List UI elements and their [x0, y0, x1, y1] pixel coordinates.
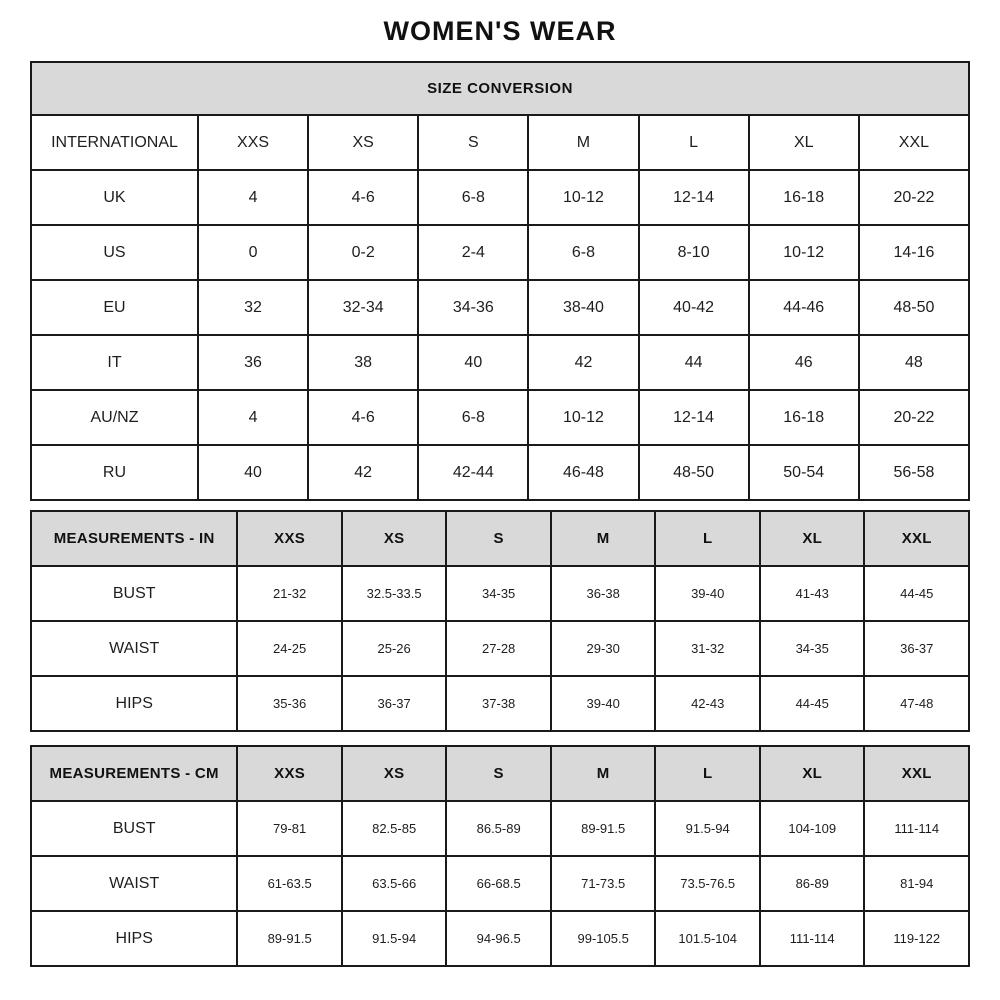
size-cell: 40: [198, 445, 308, 500]
row-label: UK: [31, 170, 198, 225]
table-row-uk: [31, 170, 969, 225]
measurement-cell: 21-32: [237, 566, 342, 621]
measurement-cell: 39-40: [551, 676, 656, 731]
measurements-in-table: [30, 510, 970, 732]
size-cell: 50-54: [749, 445, 859, 500]
measurements-cm-table: [30, 745, 970, 967]
size-cell: 34-36: [418, 280, 528, 335]
row-label: WAIST: [31, 621, 237, 676]
measurement-cell: 39-40: [655, 566, 760, 621]
size-cell: 8-10: [639, 225, 749, 280]
page-title: WOMEN'S WEAR: [383, 16, 617, 46]
measurement-cell: 82.5-85: [342, 801, 447, 856]
size-cell: 32-34: [308, 280, 418, 335]
column-header-international: INTERNATIONAL: [31, 115, 198, 170]
size-cell: 16-18: [749, 390, 859, 445]
size-chart-page: [30, 0, 970, 967]
row-label: IT: [31, 335, 198, 390]
table-row-waist-in: [31, 621, 969, 676]
size-cell: 6-8: [528, 225, 638, 280]
table-row-bust-in: [31, 566, 969, 621]
measurement-cell: 71-73.5: [551, 856, 656, 911]
table-row-hips-cm: [31, 911, 969, 966]
size-cell: 48: [859, 335, 969, 390]
size-cell: 0: [198, 225, 308, 280]
size-cell: 44-46: [749, 280, 859, 335]
size-cell: 42: [308, 445, 418, 500]
size-cell: 56-58: [859, 445, 969, 500]
size-conversion-header-row: [31, 115, 969, 170]
size-cell: 44: [639, 335, 749, 390]
measurement-cell: 36-37: [342, 676, 447, 731]
size-cell: 14-16: [859, 225, 969, 280]
table-row-waist-cm: [31, 856, 969, 911]
row-label: BUST: [31, 801, 237, 856]
size-cell: 4-6: [308, 170, 418, 225]
size-cell: 20-22: [859, 170, 969, 225]
size-conversion-banner-row: [31, 62, 969, 115]
column-header-xxl: XXL: [864, 746, 969, 801]
measurement-cell: 25-26: [342, 621, 447, 676]
size-cell: 46-48: [528, 445, 638, 500]
measurement-cell: 66-68.5: [446, 856, 551, 911]
size-cell: 4: [198, 390, 308, 445]
measurement-cell: 79-81: [237, 801, 342, 856]
column-header-xs: XS: [342, 511, 447, 566]
measurement-cell: 32.5-33.5: [342, 566, 447, 621]
measurement-cell: 34-35: [446, 566, 551, 621]
row-label: RU: [31, 445, 198, 500]
size-conversion-table: [30, 61, 970, 501]
measurement-cell: 36-38: [551, 566, 656, 621]
column-header-xxs: XXS: [237, 746, 342, 801]
size-cell: 42: [528, 335, 638, 390]
measurement-cell: 37-38: [446, 676, 551, 731]
measurement-cell: 27-28: [446, 621, 551, 676]
measurement-cell: 81-94: [864, 856, 969, 911]
size-cell: 40: [418, 335, 528, 390]
measurement-cell: 119-122: [864, 911, 969, 966]
table-row-ru: [31, 445, 969, 500]
column-header-s: S: [418, 115, 528, 170]
size-cell: 42-44: [418, 445, 528, 500]
size-cell: 6-8: [418, 170, 528, 225]
size-cell: 48-50: [639, 445, 749, 500]
column-header-xl: XL: [760, 746, 865, 801]
size-cell: 38-40: [528, 280, 638, 335]
size-cell: 40-42: [639, 280, 749, 335]
size-cell: 10-12: [528, 390, 638, 445]
size-cell: 20-22: [859, 390, 969, 445]
column-header-xxs: XXS: [198, 115, 308, 170]
measurement-cell: 91.5-94: [342, 911, 447, 966]
size-cell: 48-50: [859, 280, 969, 335]
column-header-l: L: [639, 115, 749, 170]
row-label: EU: [31, 280, 198, 335]
measurement-cell: 73.5-76.5: [655, 856, 760, 911]
measurement-cell: 31-32: [655, 621, 760, 676]
size-conversion-banner: SIZE CONVERSION: [31, 62, 969, 115]
row-label: HIPS: [31, 676, 237, 731]
measurement-cell: 111-114: [864, 801, 969, 856]
table-row-bust-cm: [31, 801, 969, 856]
column-header-xxs: XXS: [237, 511, 342, 566]
measurement-cell: 104-109: [760, 801, 865, 856]
column-header-l: L: [655, 511, 760, 566]
row-label: HIPS: [31, 911, 237, 966]
measurement-cell: 42-43: [655, 676, 760, 731]
row-label: US: [31, 225, 198, 280]
measurement-cell: 47-48: [864, 676, 969, 731]
measurement-cell: 63.5-66: [342, 856, 447, 911]
row-label: BUST: [31, 566, 237, 621]
column-header-s: S: [446, 746, 551, 801]
column-header-m: M: [551, 511, 656, 566]
measurement-cell: 99-105.5: [551, 911, 656, 966]
measurement-cell: 89-91.5: [551, 801, 656, 856]
column-header-l: L: [655, 746, 760, 801]
row-label: AU/NZ: [31, 390, 198, 445]
size-cell: 6-8: [418, 390, 528, 445]
size-cell: 12-14: [639, 170, 749, 225]
measurement-cell: 44-45: [760, 676, 865, 731]
measurement-cell: 29-30: [551, 621, 656, 676]
measurement-cell: 111-114: [760, 911, 865, 966]
measurement-cell: 91.5-94: [655, 801, 760, 856]
column-header-xs: XS: [342, 746, 447, 801]
table-row-eu: [31, 280, 969, 335]
size-cell: 12-14: [639, 390, 749, 445]
size-cell: 46: [749, 335, 859, 390]
size-cell: 4: [198, 170, 308, 225]
measurements-in-title: MEASUREMENTS - IN: [31, 511, 237, 566]
table-row-hips-in: [31, 676, 969, 731]
size-cell: 10-12: [528, 170, 638, 225]
table-row-aunz: [31, 390, 969, 445]
measurement-cell: 89-91.5: [237, 911, 342, 966]
measurement-cell: 61-63.5: [237, 856, 342, 911]
column-header-xl: XL: [760, 511, 865, 566]
measurements-cm-header-row: [31, 746, 969, 801]
measurement-cell: 44-45: [864, 566, 969, 621]
size-cell: 10-12: [749, 225, 859, 280]
measurement-cell: 24-25: [237, 621, 342, 676]
size-cell: 38: [308, 335, 418, 390]
column-header-xl: XL: [749, 115, 859, 170]
column-header-m: M: [528, 115, 638, 170]
measurements-in-header-row: [31, 511, 969, 566]
row-label: WAIST: [31, 856, 237, 911]
measurement-cell: 86-89: [760, 856, 865, 911]
column-header-xs: XS: [308, 115, 418, 170]
measurement-cell: 35-36: [237, 676, 342, 731]
measurement-cell: 101.5-104: [655, 911, 760, 966]
table-row-us: [31, 225, 969, 280]
size-cell: 4-6: [308, 390, 418, 445]
table-row-it: [31, 335, 969, 390]
size-cell: 36: [198, 335, 308, 390]
column-header-xxl: XXL: [864, 511, 969, 566]
size-cell: 2-4: [418, 225, 528, 280]
measurement-cell: 34-35: [760, 621, 865, 676]
measurement-cell: 86.5-89: [446, 801, 551, 856]
measurement-cell: 94-96.5: [446, 911, 551, 966]
measurement-cell: 36-37: [864, 621, 969, 676]
column-header-m: M: [551, 746, 656, 801]
measurements-cm-title: MEASUREMENTS - CM: [31, 746, 237, 801]
measurement-cell: 41-43: [760, 566, 865, 621]
size-cell: 0-2: [308, 225, 418, 280]
column-header-xxl: XXL: [859, 115, 969, 170]
size-cell: 16-18: [749, 170, 859, 225]
column-header-s: S: [446, 511, 551, 566]
size-cell: 32: [198, 280, 308, 335]
